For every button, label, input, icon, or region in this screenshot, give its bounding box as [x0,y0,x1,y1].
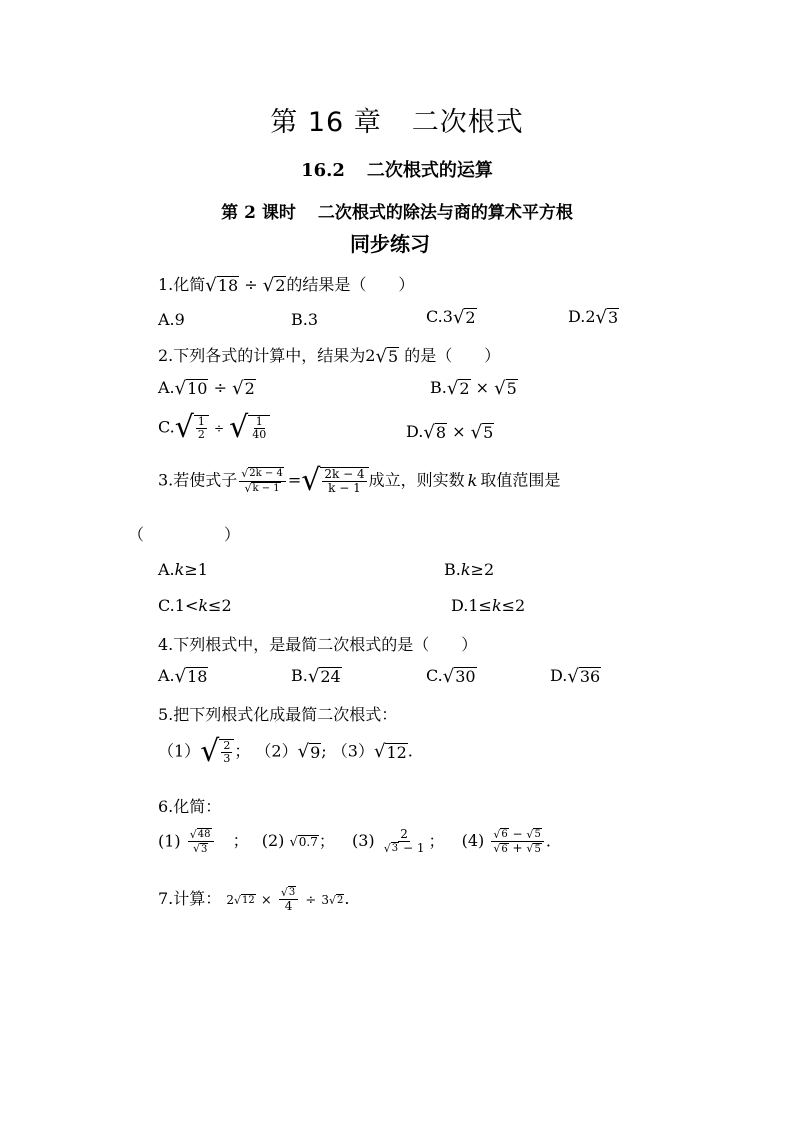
q5-part-2-label: （2） [255,741,298,761]
q1-suffix: 的结果是（ ） [286,275,415,294]
q2-coef: 2 [365,346,376,365]
q2-d-r2: 5 [483,423,494,443]
q1-option-d-rad: 3 [608,308,619,328]
radical: √12 [373,741,407,763]
q4-option-b [291,666,342,687]
q2-rad: 5 [387,347,399,367]
q3-option-d-label: D.1 [451,596,479,615]
q4-option-c [426,666,477,687]
q6-sep-1: ； [232,831,249,851]
q6-p3-d: 3 [391,843,399,855]
q6-p4-d-b: 5 [534,843,541,855]
lesson-name: 二次根式的除法与商的算术平方根 [317,203,573,223]
q6-end: . [545,831,551,851]
radical: √2 [452,306,476,328]
chapter-number: 第 16 章 [270,107,382,138]
q3-option-c-label: C.1 [158,596,185,615]
q7-rad-2: 2 [337,895,344,907]
q5-part-1-label: （1） [158,741,201,761]
q6-p4-d-op: + [508,841,527,856]
q4-option-d-label: D. [550,666,568,685]
question-1 [158,272,414,296]
q2-option-a-label: A. [158,378,175,397]
fraction [250,416,268,441]
question-3: 3.若使式子 $\frac{√2k - 4}{√k - 1}$ =√ $\frac{2k - 4}{k - 1}$ 成立，则实数 k 取值范围是 [158,463,561,498]
q2-option-d [406,422,494,443]
q1-op: ÷ [244,275,258,294]
q6-p3-d-tail: − 1 [399,841,425,856]
q3-option-d-mid: ≤ [478,596,492,615]
q6-p1-n: 48 [197,829,211,841]
q3-suffix-a: 成立，则实数 [368,470,465,490]
section-number: 16.2 [301,160,345,181]
chapter-title [0,100,794,139]
fraction: $\frac{2}{√3 - 1}$ [383,827,425,856]
q2-c-n1: 1 [197,414,205,428]
q2-option-c: C.√ $\frac{1}{2}$ ÷ √ $\frac{1}{40}$ [158,413,270,443]
q4-option-a-rad: 18 [187,667,208,687]
q2-prefix: 2.下列各式的计算中，结果为 [158,346,366,365]
q4-option-d-rad: 36 [579,667,601,687]
radical: √5 [375,345,399,367]
q4-option-c-rad: 30 [455,667,476,687]
q2-c-d1: 2 [197,428,205,441]
q5-p1-n: 2 [223,738,231,752]
fraction: $\frac{√3}{4}$ [279,886,298,913]
radical: √2 [446,377,470,399]
q1-option-b-label: B.3 [291,310,319,329]
q5-part-3-label: （3） [331,741,374,761]
q6-p4-n-b: 5 [534,829,541,841]
question-2 [158,343,500,367]
q1-rad1: 18 [217,276,239,296]
radical: √2 [262,274,286,296]
q2-a-r2: 2 [244,379,255,399]
radical: √36 [567,665,601,687]
q6-p4-n-op: − [508,827,527,842]
radical: √8 [423,421,447,443]
q3-suffix-b: 取值范围是 [480,470,561,490]
q6-p2-rad: 0.7 [298,835,318,850]
q2-b-r1: 2 [459,379,470,399]
radical: √10 [174,377,208,399]
q7-frac-n: 3 [288,887,296,899]
q1-option-b [291,310,318,329]
q3-answer-blank: （ ） [128,525,241,544]
q3-den: k − 1 [252,482,280,494]
q5-end: . [407,741,413,761]
q2-option-d-label: D. [406,422,424,441]
q6-part-3-label: (3) [351,831,375,851]
q6-sep-3: ； [428,831,445,851]
q3-option-b [444,560,494,579]
q3-option-d-end: ≤2 [501,596,526,615]
q4-option-d [550,666,601,687]
q3-option-b-var: k [460,560,471,579]
q3-option-a-var: k [174,560,185,579]
q3-option-a [158,560,208,579]
q2-option-c-label: C. [158,417,175,437]
radical: √24 [307,665,341,687]
q2-d-r1: 8 [435,423,447,443]
radical: √5 [470,421,494,443]
practice-heading: 同步练习 [350,232,430,256]
q2-c-n2: 1 [255,414,263,428]
q1-rad2: 2 [275,276,286,296]
q3-option-a-label: A. [158,560,175,579]
q2-b-op: × [475,378,490,397]
q2-option-a [158,378,256,399]
q3-option-c-mid: < [184,596,199,615]
q6-part-1-label: (1) [158,831,181,851]
q1-prefix: 1.化简 [158,275,206,294]
question-5: 5.把下列根式化成最简二次根式： [158,705,398,724]
q6-p1-d: 3 [200,843,208,855]
q5-sep-2: ; [321,741,327,761]
q7-frac-d: 4 [284,899,293,914]
q1-option-d [568,307,619,328]
q2-b-r2: 5 [506,379,517,399]
fraction [221,740,232,765]
question-6: 6.化简： [158,797,222,816]
q4-option-a-label: A. [158,666,175,685]
fraction [196,416,207,441]
q1-option-c [426,307,477,328]
q7-coef-1: 2 [226,893,235,908]
radical: √30 [442,665,476,687]
radical: √12 [234,894,255,908]
lesson-title [0,198,794,223]
q2-a-r1: 10 [187,379,208,399]
q2-d-op: × [452,422,466,441]
q3-option-b-value: ≥2 [470,560,495,579]
q2-option-b-label: B. [430,378,447,397]
question-7 [158,886,349,913]
q3-option-c-var: k [198,596,209,615]
q3-num-2: 2k − 4 [324,466,365,481]
radical: √18 [205,274,239,296]
lesson-number: 第 2 课时 [221,203,296,223]
q3-option-b-label: B. [444,560,461,579]
q5-p1-d: 3 [223,752,231,765]
q3-prefix: 3.若使式子 [158,470,238,490]
q3-option-d [451,596,525,615]
q3-eq: = [287,470,302,490]
q7-op-1: × [260,893,272,909]
q6-part-2-label: (2) [261,831,285,851]
radical: √5 [494,377,517,399]
q2-option-b [430,378,518,399]
q4-option-c-label: C. [426,666,443,685]
q6-part-4-label: (4) [461,831,485,851]
q6-sep-2: ； [318,831,335,851]
question-4: 4.下列根式中，是最简二次根式的是（ ） [158,635,478,654]
q3-option-d-var: k [491,596,502,615]
fraction: $\frac{√48}{√3}$ [188,828,214,856]
q5-p2-rad: 9 [310,742,321,762]
q4-option-b-rad: 24 [320,667,341,687]
q1-option-c-label: C.3 [426,307,453,326]
q1-option-c-rad: 2 [465,308,476,328]
q6-p4-d-a: 6 [501,843,508,855]
q3-option-c-end: ≤2 [208,596,232,615]
q3-option-a-value: ≥1 [184,560,208,579]
q5-p3-rad: 12 [386,742,407,762]
q7-end: . [344,889,350,909]
radical: √2 [328,894,344,908]
fraction [322,468,366,495]
section-name: 二次根式的运算 [366,160,493,181]
q5-parts: （1）√ $\frac{2}{3}$ ； （2）√9; （3）√12. [158,734,413,769]
q3-option-c [158,596,232,615]
q4-option-a [158,666,208,687]
q7-prefix: 7.计算： [158,889,222,909]
q7-coef-2: 3 [321,893,329,908]
fraction: $\frac{√2k - 4}{√k - 1}$ [239,467,286,495]
q3-num: 2k − 4 [249,468,283,480]
radical: √0.7 [289,835,318,851]
chapter-name: 二次根式 [411,107,524,138]
section-title [0,156,794,182]
radical: √2 [232,377,255,399]
q4-option-b-label: B. [291,666,308,685]
q7-op-2: ÷ [305,893,317,909]
q6-parts [158,828,551,856]
q6-p3-n: 2 [400,827,408,842]
q7-rad-1: 12 [242,895,255,907]
q5-sep-1: ； [234,741,251,761]
q1-option-d-label: D.2 [568,307,596,326]
q3-var: k [467,470,478,490]
q3-den-2: k − 1 [328,481,361,495]
q1-option-a [158,310,185,329]
radical: √18 [174,665,208,687]
q2-c-op: ÷ [213,421,225,436]
q1-option-a-label: A.9 [158,310,185,329]
q2-a-op: ÷ [213,378,227,397]
q6-p4-n-a: 6 [501,829,508,841]
fraction: $\frac{√6 - √5}{√6 + √5}$ [491,828,543,856]
q2-suffix: 的是（ ） [399,346,501,365]
q2-c-d2: 40 [252,428,267,441]
radical: √3 [595,306,619,328]
radical: √9 [297,741,321,763]
